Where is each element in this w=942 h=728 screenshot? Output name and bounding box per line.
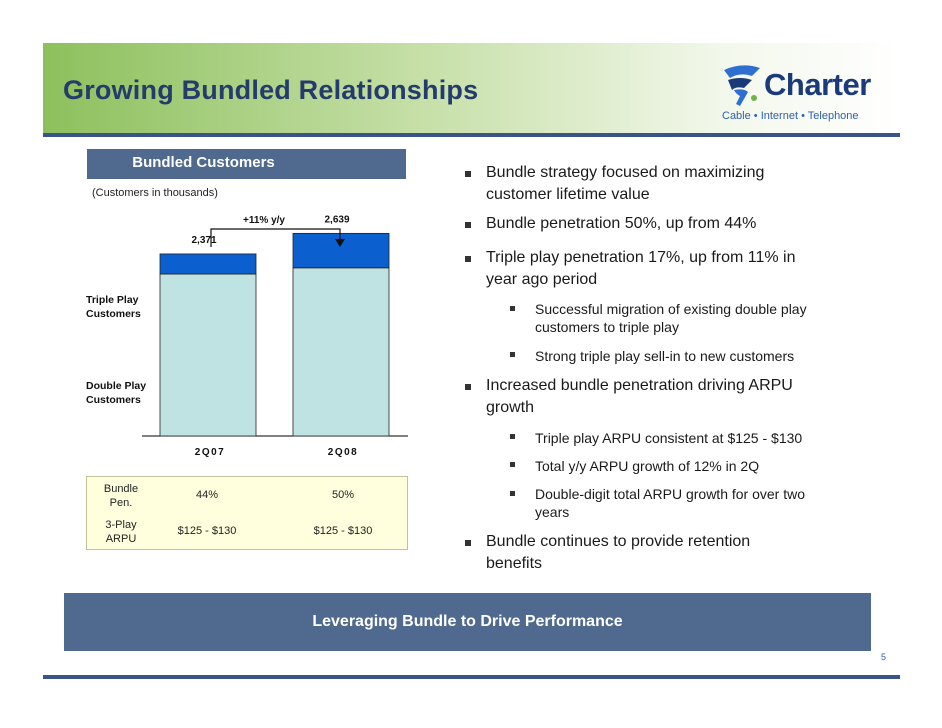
bullet-marker bbox=[465, 171, 471, 177]
chart-header-text: Bundled Customers bbox=[132, 154, 275, 171]
bullet-bundle-penetration bbox=[486, 213, 756, 235]
bullet-line: customers to triple play bbox=[535, 319, 679, 335]
growth-annotation: +11% y/y bbox=[243, 215, 285, 226]
row-label-line: 3-Play bbox=[105, 519, 137, 531]
bullet-line: year ago period bbox=[486, 271, 598, 288]
bar-triple-play-2q07 bbox=[160, 254, 256, 274]
bullet-line: Triple play ARPU consistent at $125 - $130 bbox=[535, 430, 803, 446]
sub-bullet-marker bbox=[510, 352, 515, 357]
logo-wordmark: Charter bbox=[764, 67, 871, 102]
bullet-line: Increased bundle penetration driving ARPU bbox=[486, 377, 793, 394]
bar-double-play-2q07 bbox=[160, 274, 256, 436]
sub-bullet-sell-in bbox=[535, 347, 794, 365]
charter-logo bbox=[718, 62, 888, 126]
metrics-table bbox=[86, 476, 408, 550]
bullet-arpu-growth bbox=[486, 375, 793, 419]
series-label-triple-play: Triple Play bbox=[86, 294, 139, 306]
bar-double-play-2q08 bbox=[293, 268, 389, 436]
bullet-marker bbox=[465, 256, 471, 262]
bullet-line: Bundle penetration 50%, up from 44% bbox=[486, 215, 757, 232]
bundled-customers-chart bbox=[0, 0, 420, 470]
bullet-bundle-strategy bbox=[486, 162, 764, 206]
footer-rule bbox=[43, 675, 900, 679]
arpu-2q08: $125 - $130 bbox=[313, 525, 373, 537]
bullet-line: years bbox=[535, 504, 570, 520]
series-label-double-play: Customers bbox=[86, 394, 141, 406]
bullet-line: Bundle continues to provide retention bbox=[486, 533, 751, 550]
units-note: (Customers in thousands) bbox=[92, 187, 218, 199]
logo-tagline: Cable • Internet • Telephone bbox=[722, 110, 859, 122]
bullet-marker bbox=[465, 384, 471, 390]
page-number: 5 bbox=[881, 652, 887, 662]
bullet-line: benefits bbox=[486, 555, 543, 572]
total-label-2q08: 2,639 bbox=[324, 214, 350, 226]
sub-bullet-marker bbox=[510, 491, 515, 496]
bullet-triple-play-penetration bbox=[486, 247, 796, 291]
bullet-line: Total y/y ARPU growth of 12% in 2Q bbox=[535, 458, 760, 474]
bullet-line: Double-digit total ARPU growth for over two bbox=[535, 486, 806, 502]
sub-bullet-double-digit bbox=[535, 485, 805, 521]
bullet-line: Strong triple play sell-in to new customers bbox=[535, 348, 795, 364]
sub-bullet-total-arpu bbox=[535, 457, 759, 475]
bullet-retention bbox=[486, 531, 750, 575]
bullet-line: Triple play penetration 17%, up from 11% in bbox=[486, 249, 796, 266]
sub-bullet-migration bbox=[535, 300, 807, 336]
sub-bullet-marker bbox=[510, 434, 515, 439]
bar-triple-play-2q08 bbox=[293, 233, 389, 267]
row-label-line: Pen. bbox=[109, 497, 133, 509]
bullet-line: Bundle strategy focused on maximizing bbox=[486, 164, 765, 181]
charter-swirl-icon bbox=[718, 62, 764, 108]
sub-bullet-marker bbox=[510, 462, 515, 467]
row-label-line: Bundle bbox=[103, 483, 139, 495]
bundle-pen-2q08: 50% bbox=[331, 489, 355, 501]
bullet-line: Successful migration of existing double play bbox=[535, 301, 807, 317]
series-label-double-play: Double Play bbox=[86, 380, 147, 392]
sub-bullet-marker bbox=[510, 306, 515, 311]
bullet-marker bbox=[465, 540, 471, 546]
bullet-marker bbox=[465, 222, 471, 228]
slide-title: Growing Bundled Relationships bbox=[63, 75, 479, 105]
category-label-2q08: 2Q08 bbox=[327, 447, 359, 458]
row-label-3play-arpu bbox=[91, 518, 151, 546]
bundle-pen-2q07: 44% bbox=[195, 489, 219, 501]
row-label-line: ARPU bbox=[105, 533, 137, 545]
total-label-2q07: 2,371 bbox=[191, 234, 217, 246]
bullet-line: growth bbox=[486, 399, 535, 416]
series-label-triple-play: Customers bbox=[86, 308, 141, 320]
arpu-2q07: $125 - $130 bbox=[177, 525, 237, 537]
sub-bullet-arpu-consistent bbox=[535, 429, 802, 447]
bullet-line: customer lifetime value bbox=[486, 186, 650, 203]
row-label-bundle-pen bbox=[91, 482, 151, 510]
category-label-2q07: 2Q07 bbox=[194, 447, 226, 458]
footer-banner: Leveraging Bundle to Drive Performance bbox=[64, 593, 871, 651]
